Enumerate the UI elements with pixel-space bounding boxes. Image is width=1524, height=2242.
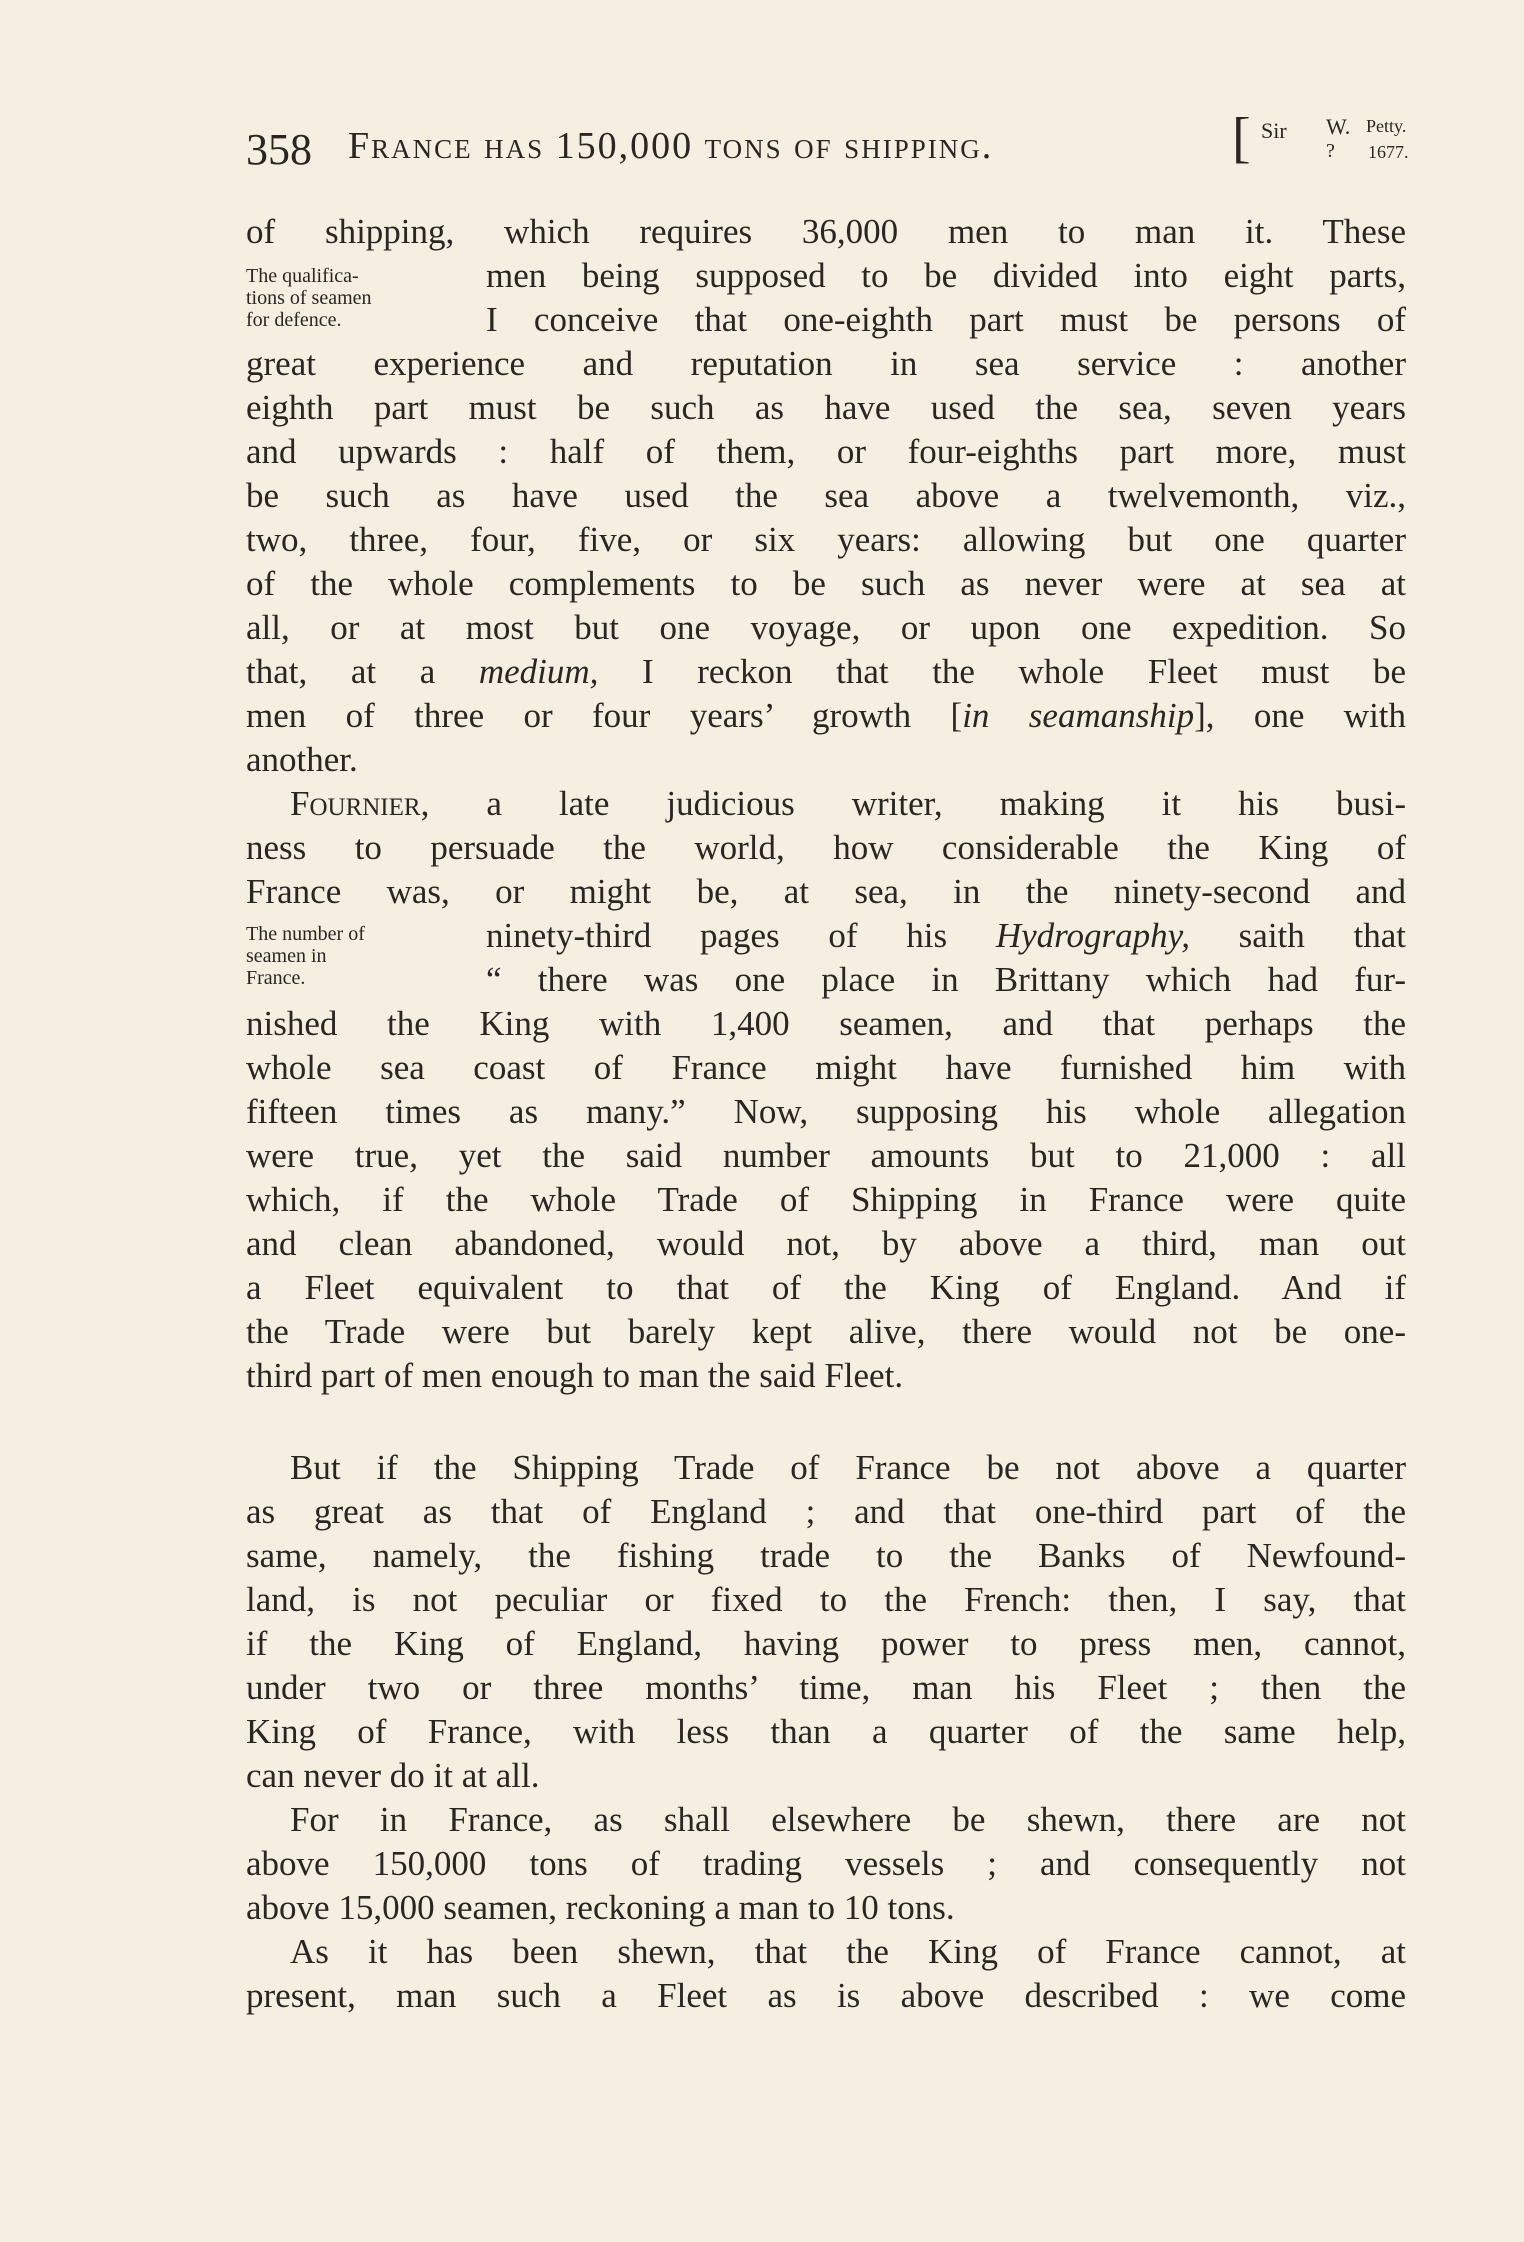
text-line: third part of men enough to man the said Fleet. <box>246 1356 904 1395</box>
text-line: and upwards : half of them, or four-eighths part more, must <box>246 432 1406 471</box>
sidenote-qualifications-3: for defence. <box>246 309 342 331</box>
text-line: above 15,000 seamen, reckoning a man to 10 tons. <box>246 1888 955 1927</box>
text-line: “ there was one place in Brittany which had fur- <box>486 960 1406 999</box>
text-line: and clean abandoned, would not, by above a third, man out <box>246 1224 1406 1263</box>
text-line: that, at a medium, I reckon that the whole Fleet must be <box>246 652 1406 691</box>
running-title: France has 150,000 tons of shipping. <box>348 125 994 167</box>
text-line: above 150,000 tons of trading vessels ; and consequently not <box>246 1844 1406 1883</box>
text-line: As it has been shewn, that the King of France cannot, at <box>290 1932 1406 1971</box>
text-line: eighth part must be such as have used the sea, seven years <box>246 388 1406 427</box>
attribution-sir: Sir <box>1261 118 1287 143</box>
attribution-query: ? <box>1326 140 1335 162</box>
page-number: 358 <box>246 125 312 174</box>
text-line: But if the Shipping Trade of France be not above a quarter <box>290 1448 1406 1487</box>
text-line: under two or three months’ time, man his Fleet ; then the <box>246 1668 1406 1707</box>
text-line: the Trade were but barely kept alive, there would not be one- <box>246 1312 1406 1351</box>
text-line: all, or at most but one voyage, or upon one expedition. So <box>246 608 1406 647</box>
text-line: France was, or might be, at sea, in the ninety-second and <box>246 872 1406 911</box>
text-line: ninety-third pages of his Hydrography, saith that <box>486 916 1406 955</box>
text-line: can never do it at all. <box>246 1756 540 1795</box>
text-line: a Fleet equivalent to that of the King of England. And if <box>246 1268 1406 1307</box>
text-line: as great as that of England ; and that one-third part of the <box>246 1492 1406 1531</box>
text-line: whole sea coast of France might have furnished him with <box>246 1048 1406 1087</box>
text-line: of shipping, which requires 36,000 men to man it. These <box>246 212 1406 251</box>
text-line: men being supposed to be divided into eight parts, <box>486 256 1406 295</box>
text-line: same, namely, the fishing trade to the Banks of Newfound- <box>246 1536 1406 1575</box>
text-line: present, man such a Fleet as is above described : we come <box>246 1976 1406 2015</box>
sidenote-number-1: The number of <box>246 923 365 945</box>
text-line: nished the King with 1,400 seamen, and that perhaps the <box>246 1004 1406 1043</box>
bracket-glyph: [ <box>1232 107 1251 169</box>
text-line: Fournier, a late judicious writer, making it his busi- <box>290 784 1406 823</box>
text-line: great experience and reputation in sea service : another <box>246 344 1406 383</box>
attribution-name: Petty. <box>1366 116 1407 136</box>
text-line: be such as have used the sea above a twelvemonth, viz., <box>246 476 1406 515</box>
text-line: if the King of England, having power to press men, cannot, <box>246 1624 1406 1663</box>
text-line: fifteen times as many.” Now, supposing his whole allegation <box>246 1092 1406 1131</box>
running-header <box>246 107 1416 174</box>
text-line: which, if the whole Trade of Shipping in France were quite <box>246 1180 1406 1219</box>
sidenote-number-3: France. <box>246 967 306 989</box>
text-line: ness to persuade the world, how considerable the King of <box>246 828 1406 867</box>
sidenote-qualifications-1: The qualifica- <box>246 265 359 287</box>
text-line: King of France, with less than a quarter of the same help, <box>246 1712 1406 1751</box>
text-line: two, three, four, five, or six years: allowing but one quarter <box>246 520 1406 559</box>
sidenote-qualifications-2: tions of seamen <box>246 287 372 309</box>
text-line: were true, yet the said number amounts but to 21,000 : all <box>246 1136 1406 1175</box>
sidenote-number-2: seamen in <box>246 945 327 967</box>
text-line: land, is not peculiar or fixed to the French: then, I say, that <box>246 1580 1406 1619</box>
text-line: For in France, as shall elsewhere be shewn, there are not <box>290 1800 1406 1839</box>
text-line: of the whole complements to be such as never were at sea at <box>246 564 1406 603</box>
text-line: I conceive that one-eighth part must be persons of <box>486 300 1406 339</box>
text-line: men of three or four years’ growth [in seamanship], one with <box>246 696 1407 735</box>
text-line: another. <box>246 740 358 779</box>
attribution-initial: W. <box>1326 114 1351 139</box>
attribution-year: 1677. <box>1368 142 1409 162</box>
